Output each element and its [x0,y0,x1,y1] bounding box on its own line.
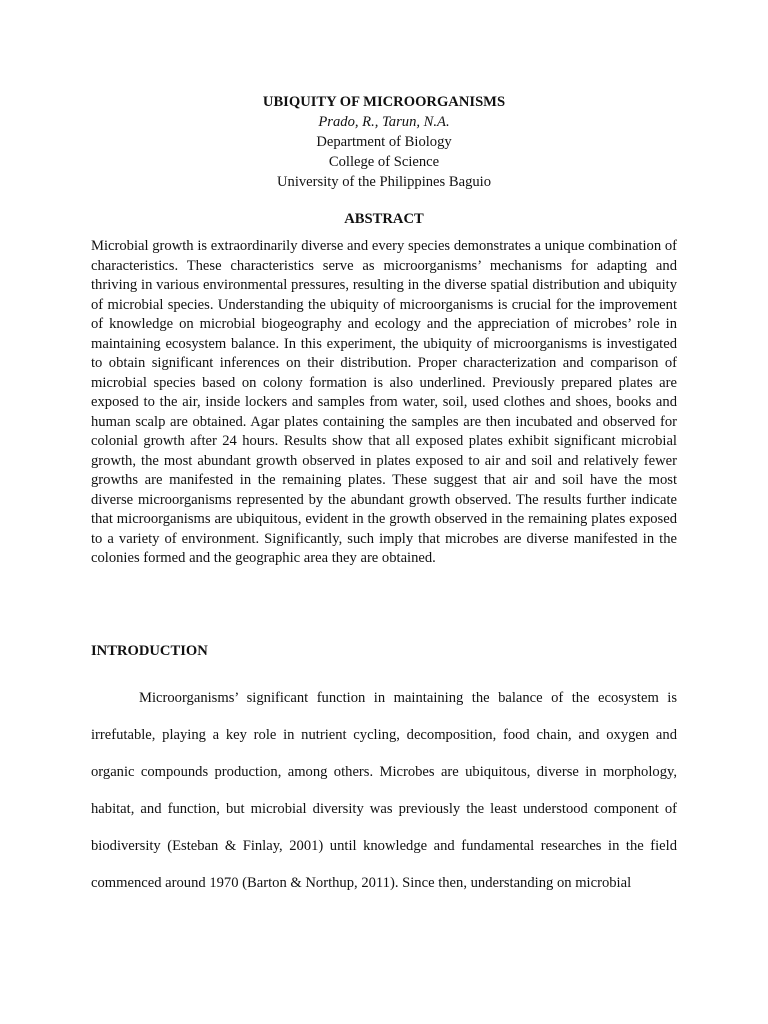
paper-title: UBIQUITY OF MICROORGANISMS [262,94,506,110]
introduction-paragraph: Microorganisms’ significant function in maintaining the balance of the ecosystem is irrefutable, playing a key role in nutrient cycling, decomposition, food chain, and oxygen and organic compounds production, among others. Microbes are ubiquitous, diverse in morphology, habitat, and function, but microbial diversity was previously the least understood component of biodiversity (Esteban & Finlay, 2001) until knowledge and fundamental researches in the field commenced around 1970 (Barton & Northup, 2011). Since then, understanding on microbial [91,690,677,891]
abstract-heading: ABSTRACT [344,211,424,227]
affiliation-college: College of Science [328,154,440,170]
introduction-heading: INTRODUCTION [91,643,208,659]
paper-authors: Prado, R., Tarun, N.A. [318,114,450,130]
abstract-paragraph: Microbial growth is extraordinarily diverse and every species demonstrates a unique combination of characteristics. These characteristics serve as microorganisms’ mechanisms for adapting and thriving in various environmental pressures, resulting in the diverse spatial distribution and ubiquity of microbial species. Understanding the ubiquity of microorganisms is crucial for the improvement of knowledge on microbial biogeography and ecology and the appreciation of microbes’ role in maintaining ecosystem balance. In this experiment, the ubiquity of microorganisms is investigated to obtain significant inferences on their distribution. Proper characterization and comparison of microbial species based on colony formation is also underlined. Previously prepared plates are exposed to the air, inside lockers and samples from water, soil, used clothes and shoes, books and human scalp are obtained. Agar plates containing the samples are then incubated and observed for colonial growth after 24 hours. Results show that all exposed plates exhibit significant microbial growth, the most abundant growth observed in plates exposed to air and soil and relatively fewer growths are manifested in the remaining plates. These suggest that air and soil have the most diverse microorganisms represented by the abundant growth observed. The results further indicate that microorganisms are ubiquitous, evident in the growth observed in the remaining plates exposed to a variety of environment. Significantly, such imply that microbes are diverse manifested in the colonies formed and the geographic area they are obtained. [91,238,677,566]
affiliation-department: Department of Biology [316,134,452,150]
paper-header [0,92,768,192]
affiliation-university: University of the Philippines Baguio [276,174,492,190]
